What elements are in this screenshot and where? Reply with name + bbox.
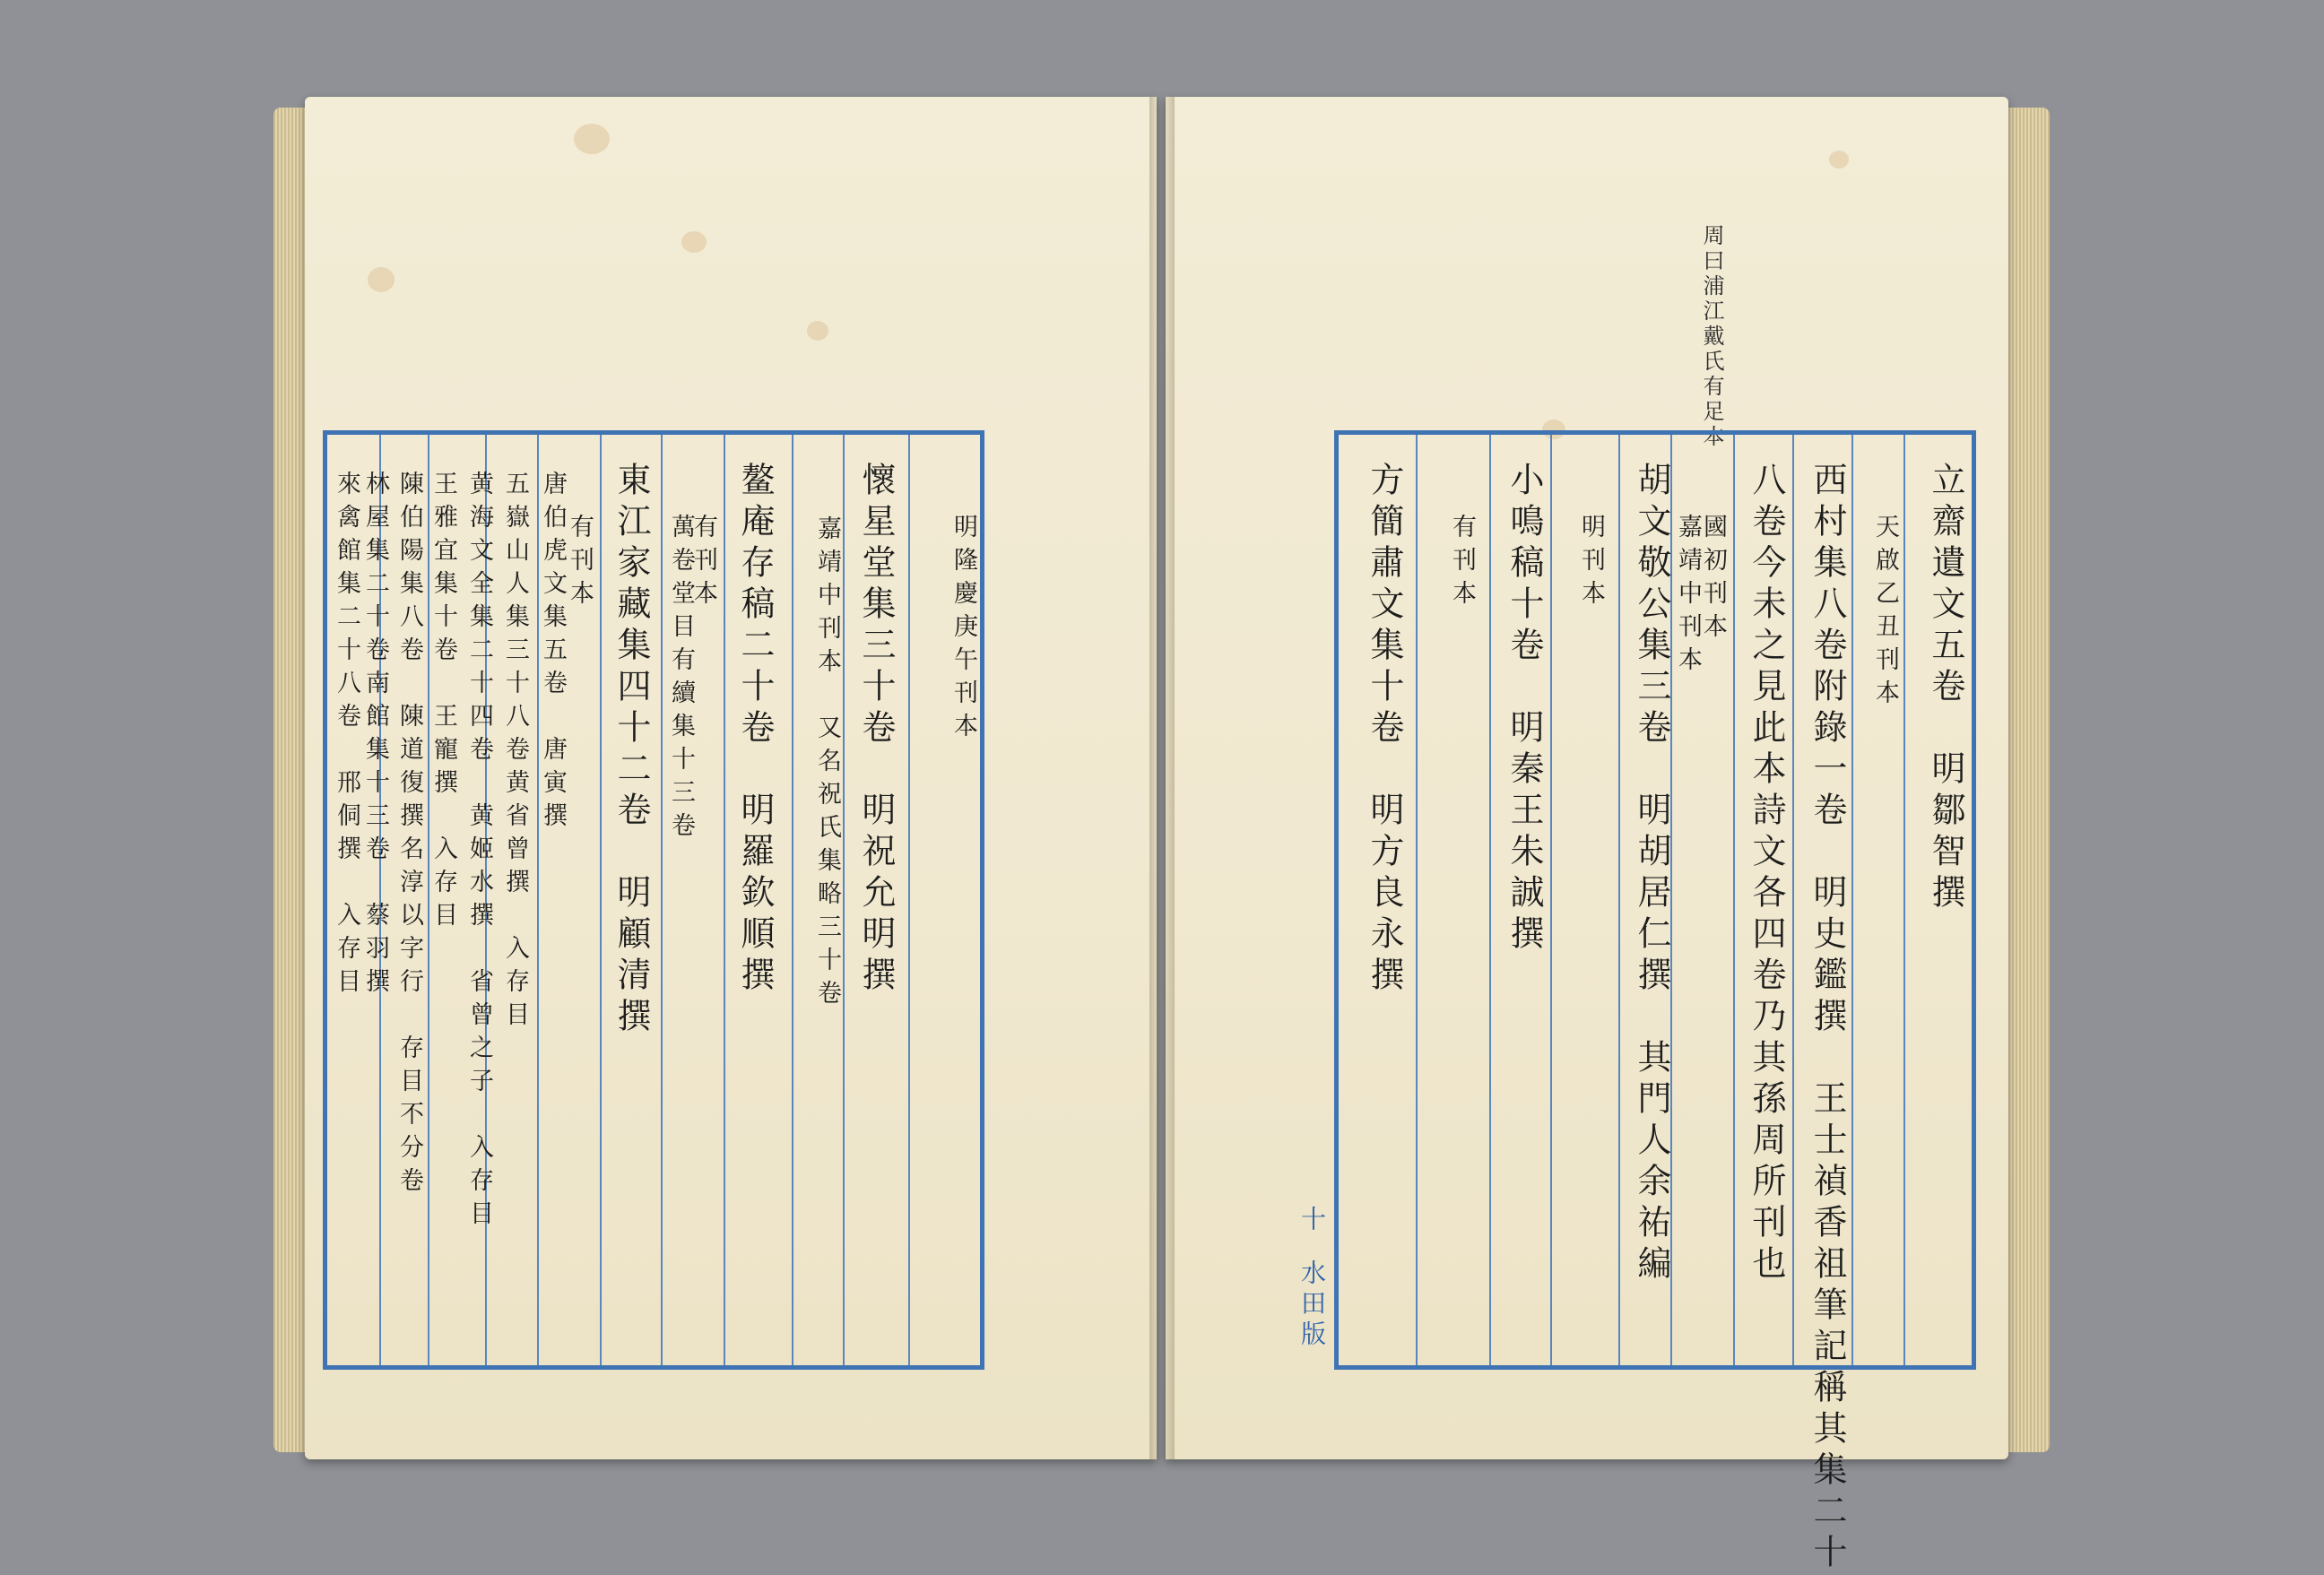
edition-note: 嘉靖中刊本 — [1674, 514, 1702, 679]
foxing-spot — [1829, 151, 1849, 169]
title-entry: 小鳴稿十卷 明秦王朱誠撰 — [1505, 462, 1544, 956]
sub-entry: 王雅宜集十卷 王寵撰 入存目 — [429, 471, 457, 935]
title-entry: 方簡肅文集十卷 明方良永撰 — [1365, 462, 1404, 998]
column-rule — [1733, 435, 1735, 1365]
right-page-edge — [2005, 108, 2050, 1452]
right-text-frame — [1297, 430, 1976, 1575]
edition-note: 天啟乙丑刊本 — [1871, 514, 1899, 713]
title-entry: 懷星堂集三十卷 明祝允明撰 — [856, 462, 896, 998]
sub-entry: 黄海文全集二十四卷 黄姬水撰 省曾之子 入存目 — [465, 471, 493, 1233]
column-rule — [1903, 435, 1905, 1365]
column-rule — [600, 435, 602, 1365]
edition-note: 有刊本 — [566, 514, 594, 613]
title-entry: 立齋遺文五卷 明鄒智撰 — [1926, 462, 1965, 915]
left-text-frame — [323, 430, 984, 1370]
edition-note: 有刊本 — [1448, 514, 1476, 613]
column-rule — [1416, 435, 1418, 1365]
continuation-line: 八卷今未之見此本詩文各四卷乃其孫周所刊也 — [1747, 462, 1786, 1286]
edition-note: 萬卷堂目有續集十三卷 — [667, 514, 695, 845]
edition-note: 國初刊本 — [1699, 514, 1727, 646]
sub-entry: 唐伯虎文集五卷 唐寅撰 — [539, 471, 567, 835]
sub-entry: 林屋集二十卷南館集十三卷 蔡羽撰 — [361, 471, 389, 1001]
column-rule — [1489, 435, 1491, 1365]
column-rule — [1550, 435, 1552, 1365]
column-rule — [1792, 435, 1794, 1365]
column-rule — [1618, 435, 1620, 1365]
left-page-edge — [273, 108, 309, 1452]
sub-entry: 來禽館集二十八卷 邢侗撰 入存目 — [333, 471, 360, 1001]
column-rule — [724, 435, 725, 1365]
foxing-spot — [681, 231, 707, 253]
title-entry: 西村集八卷附錄一卷 明史鑑撰 王士禎香祖筆記稱其集二十 — [1808, 462, 1847, 1575]
edition-note: 明隆慶庚午刊本 — [950, 514, 977, 746]
block-label: 水田版 — [1297, 1259, 1327, 1351]
foxing-spot — [574, 124, 610, 154]
book-gutter — [1149, 97, 1175, 1459]
column-rule — [792, 435, 793, 1365]
edition-note: 明刊本 — [1577, 514, 1605, 613]
edition-note: 嘉靖中刊本 又名祝氏集略三十卷 — [813, 515, 841, 1013]
sub-entry: 陳伯陽集八卷 陳道復撰名淳以字行 存目不分卷 — [395, 471, 423, 1200]
column-rule — [661, 435, 663, 1365]
folio-mark: 十 — [1297, 1206, 1327, 1236]
sub-entry: 五嶽山人集三十八卷黄省曾撰 入存目 — [501, 471, 529, 1034]
title-entry: 鳌庵存稿二十卷 明羅欽順撰 — [735, 462, 775, 998]
edition-note: 有刊本 — [689, 514, 717, 613]
title-entry: 東江家藏集四十二卷 明顧清撰 — [611, 462, 651, 1039]
foxing-spot — [807, 321, 828, 341]
column-rule — [908, 435, 910, 1365]
header-annotation: 周曰浦江戴氏有足本 — [1699, 224, 1724, 450]
foxing-spot — [368, 267, 395, 292]
title-entry: 胡文敬公集三卷 明胡居仁撰 其門人余祐編 — [1632, 462, 1671, 1286]
